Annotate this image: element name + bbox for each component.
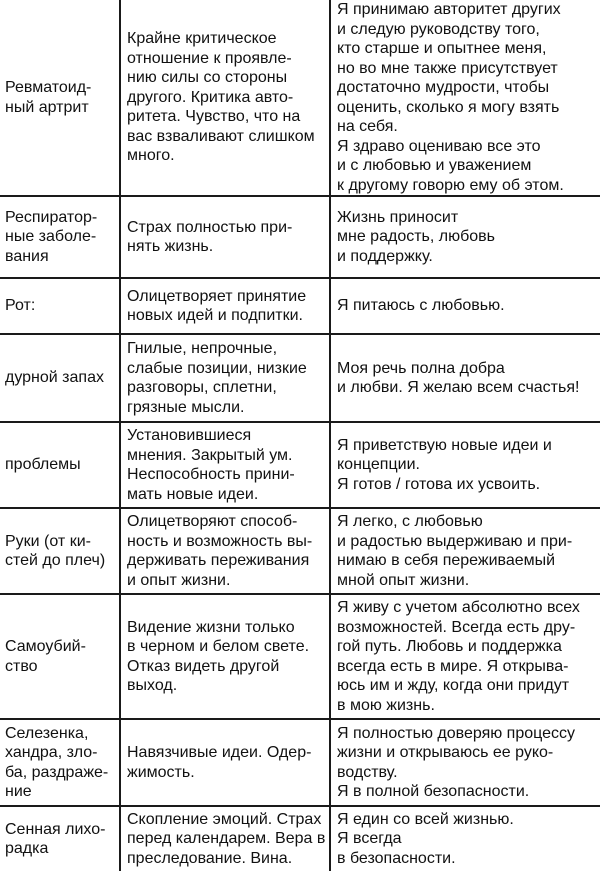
table-row: [0, 594, 600, 719]
cause-cell: Установившиеся мнения. Закрытый ум. Неспособность прини- мать новые идеи.: [120, 422, 330, 508]
cause-cell: Гнилые, непрочные, слабые позиции, низкие разговоры, сплетни, грязные мысли.: [120, 334, 330, 422]
table-row: [0, 422, 600, 508]
condition-cell: Рот:: [0, 278, 120, 334]
condition-cell: Селезенка, хандра, зло- ба, раздраже- ние: [0, 719, 120, 806]
condition-cell: Самоубий- ство: [0, 594, 120, 719]
cause-cell: Крайне критическое отношение к проявле- нию силы со стороны другого. Критика авто- ритета. Чувство, что на вас взваливают слишком много.: [120, 0, 330, 196]
affirmation-cell: Я питаюсь с любовью.: [330, 278, 600, 334]
cause-cell: Скопление эмоций. Страх перед календарем. Вера в преследование. Вина.: [120, 806, 330, 871]
cause-cell: Видение жизни только в черном и белом свете. Отказ видеть другой выход.: [120, 594, 330, 719]
cause-cell: Олицетворяют способ- ность и возможность вы- держивать переживания и опыт жизни.: [120, 508, 330, 594]
condition-cell: Респиратор- ные заболе- вания: [0, 196, 120, 278]
table-row: [0, 278, 600, 334]
condition-cell: проблемы: [0, 422, 120, 508]
table-row: [0, 0, 600, 196]
affirmation-cell: Я приветствую новые идеи и концепции. Я готов / готова их усвоить.: [330, 422, 600, 508]
affirmation-cell: Я полностью доверяю процессу жизни и открываюсь ее руко- водству. Я в полной безопасности.: [330, 719, 600, 806]
affirmation-cell: Я легко, с любовью и радостью выдерживаю и при- нимаю в себя переживаемый мной опыт жизни.: [330, 508, 600, 594]
affirmation-cell: Я живу с учетом абсолютно всех возможностей. Всегда есть дру- гой путь. Любовь и поддержка всегда есть в мире. Я открыва- юсь им и жду, когда они придут в мою жизнь.: [330, 594, 600, 719]
cause-cell: Навязчивые идеи. Одер- жимость.: [120, 719, 330, 806]
condition-cell: дурной запах: [0, 334, 120, 422]
table-row: [0, 806, 600, 871]
table-row: [0, 334, 600, 422]
table-row: [0, 196, 600, 278]
condition-cell: Руки (от ки- стей до плеч): [0, 508, 120, 594]
condition-cell: Ревматоид- ный артрит: [0, 0, 120, 196]
table-row: [0, 508, 600, 594]
condition-cell: Сенная лихо- радка: [0, 806, 120, 871]
cause-cell: Олицетворяет принятие новых идей и подпитки.: [120, 278, 330, 334]
table-row: [0, 719, 600, 806]
affirmation-cell: Жизнь приносит мне радость, любовь и поддержку.: [330, 196, 600, 278]
affirmation-cell: Я принимаю авторитет других и следую руководству того, кто старше и опытнее меня, но во мне также присутствует достаточно мудрости, чтобы оценить, сколько я могу взять на себя. Я здраво оцениваю все это и с любовью и уважением к другому говорю ему об этом.: [330, 0, 600, 196]
cause-cell: Страх полностью при- нять жизнь.: [120, 196, 330, 278]
affirmation-cell: Я един со всей жизнью. Я всегда в безопасности.: [330, 806, 600, 871]
affirmation-cell: Моя речь полна добра и любви. Я желаю всем счастья!: [330, 334, 600, 422]
